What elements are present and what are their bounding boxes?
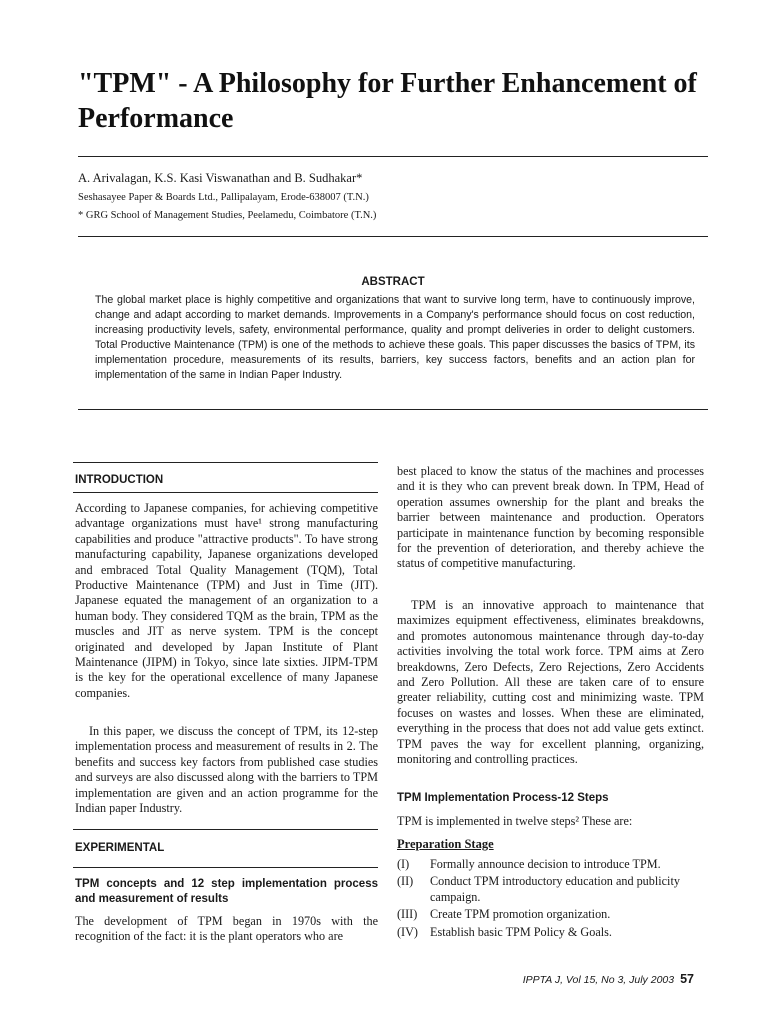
affiliation-1: Seshasayee Paper & Boards Ltd., Pallipalayam, Erode-638007 (T.N.) — [78, 192, 369, 203]
intro-paragraph-1: According to Japanese companies, for achieving competitive advantage organizations must have¹ strong manufacturing capabilities and produce "attractive products". To have strong manufacturing capability, Japanese organizations developed and embraced Total Quality Management (TQM), Total Productive Maintenance (TPM) and Just in Time (JIT). Japanese equated the management of an organization to a human body. They considered TQM as the brain, TPM as the muscles and JIT as nerve system. TPM is the concept originated and developed by Japan Institute of Plant Maintenance (JIPM) in Tokyo, since late sixties. JIPM-TPM is the key for the operational excellence of many Japanese companies. — [75, 501, 378, 700]
intro-rule-bottom — [73, 492, 378, 493]
step-number: (IV) — [397, 924, 418, 939]
step-number: (II) — [397, 874, 414, 889]
introduction-heading: INTRODUCTION — [75, 474, 164, 486]
page-footer — [523, 972, 694, 986]
author-list: A. Arivalagan, K.S. Kasi Viswanathan and B. Sudhakar* — [78, 171, 363, 185]
step-number: (I) — [397, 857, 410, 871]
experimental-rule-top — [73, 829, 378, 830]
title-rule — [78, 156, 708, 157]
experimental-heading: EXPERIMENTAL — [75, 842, 165, 854]
intro-rule-top — [73, 462, 378, 463]
preparation-stage-heading: Preparation Stage — [397, 837, 494, 851]
implementation-steps-list — [397, 857, 704, 942]
step-item — [397, 925, 704, 940]
step-text: Create TPM promotion organization. — [430, 907, 611, 922]
page-number: 57 — [680, 972, 694, 986]
abstract-rule — [78, 409, 708, 410]
abstract-heading: ABSTRACT — [361, 276, 425, 288]
abstract-text: The global market place is highly competitive and organizations that want to survive long term, have to continuously improve, change and adapt according to market demands. Improvements in a Company's performance should focus on cost reduction, increasing productivity levels, safety, environmental performance, quality and prompt deliveries in order to delight customers. Total Productive Maintenance (TPM) is one of the methods to achieve these goals. This paper discusses the basics of TPM, its implementation procedure, measurements of its results, barriers, key success factors, benefits and an action plan for implementation of the same in Indian Paper Industry. — [95, 294, 695, 381]
affiliation-rule — [78, 236, 708, 237]
right-paragraph-2: TPM is an innovative approach to maintenance that maximizes equipment effectiveness, eliminates breakdowns, and promotes autonomous maintenance through day-to-day activities involving the total work force. TPM aims at Zero breakdowns, Zero Defects, Zero Rejections, Zero Accidents and Zero Pollution. All these are taken care of to ensure greater reliability, cutting cost and minimizing waste. TPM focuses on wastes and losses. When these are eliminated, everything in the process that does not add value gets extinct. TPM paves the way for excellent planning, organizing, monitoring and controlling practices. — [397, 598, 704, 767]
tpm-concepts-paragraph: The development of TPM began in 1970s with the recognition of the fact: it is the plant operators who are — [75, 914, 378, 944]
paper-title: "TPM" - A Philosophy for Further Enhancement of Performance — [78, 68, 697, 134]
affiliation-2: * GRG School of Management Studies, Peelamedu, Coimbatore (T.N.) — [78, 210, 377, 221]
tpm-concepts-heading: TPM concepts and 12 step implementation process and measurement of results — [75, 878, 378, 905]
step-item — [397, 874, 704, 905]
intro-paragraph-2: In this paper, we discuss the concept of TPM, its 12-step implementation process and measurement of results in 2. The benefits and success key factors from published case studies and surveys are also discussed along with the barriers to TPM implementation are given and an action programme for the Indian paper Industry. — [75, 724, 378, 816]
right-paragraph-1: best placed to know the status of the machines and processes and it is they who can prevent break down. In TPM, Head of operation assumes ownership for the plant and breaks the barrier between maintenance and production. Operators participate in maintenance function by becoming responsible for the prevention of deterioration, and thereby achieve the status of competitive manufacturing. — [397, 464, 704, 571]
process-heading: TPM Implementation Process-12 Steps — [397, 792, 609, 804]
step-item — [397, 857, 704, 872]
step-text: Conduct TPM introductory education and publicity campaign. — [430, 874, 680, 904]
journal-citation: IPPTA J, Vol 15, No 3, July 2003 — [522, 974, 675, 986]
step-text: Formally announce decision to introduce TPM. — [430, 857, 661, 871]
step-number: (III) — [397, 907, 418, 922]
step-item — [397, 907, 704, 922]
step-text: Establish basic TPM Policy & Goals. — [430, 924, 612, 939]
experimental-rule-bottom — [73, 867, 378, 868]
process-intro: TPM is implemented in twelve steps² These are: — [397, 814, 633, 828]
